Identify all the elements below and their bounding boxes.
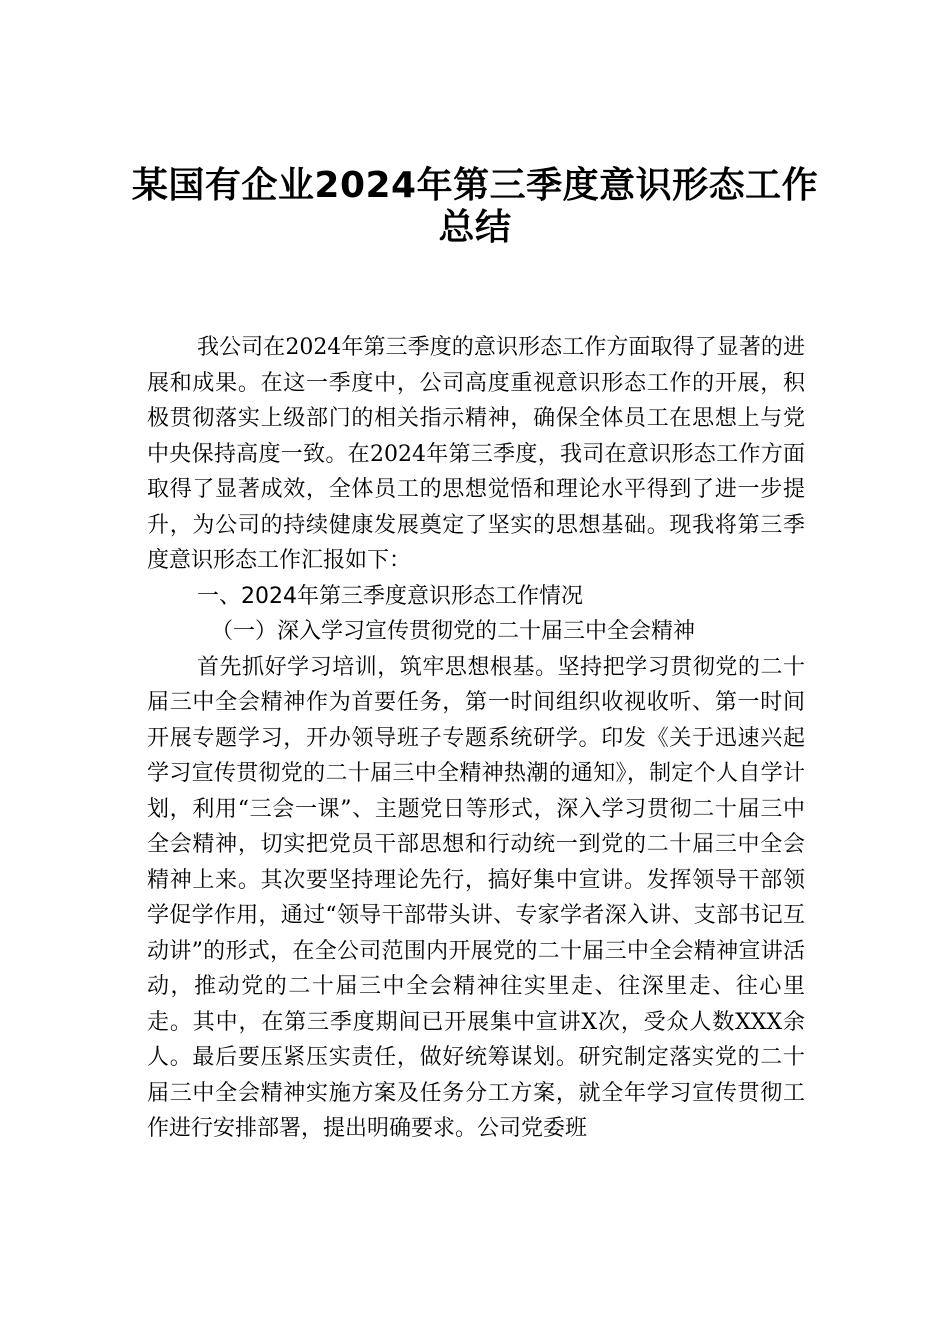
intro-paragraph: 我公司在2024年第三季度的意识形态工作方面取得了显著的进展和成果。在这一季度中，公司高度重视意识形态工作的开展，积极贯彻落实上级部门的相关指示精神，确保全体员工在思想上与党中央保持高度一致。在2024年第三季度，我司在意识形态工作方面取得了显著成效，全体员工的思想觉悟和理论水平得到了进一步提升，为公司的持续健康发展奠定了坚实的思想基础。现我将第三季度意识形态工作汇报如下： — [147, 335, 805, 573]
section-heading-1: 一、2024年第三季度意识形态工作情况 — [197, 583, 583, 609]
document-title-line-2: 总结 — [438, 207, 512, 248]
subsection-heading-1: （一）深入学习宣传贯彻党的二十届三中全会精神 — [211, 619, 696, 644]
document-body — [147, 330, 805, 1147]
subsection-paragraph-1: 首先抓好学习培训，筑牢思想根基。坚持把学习贯彻党的二十届三中全会精神作为首要任务，第一时间组织收视收听、第一时间开展专题学习，开办领导班子专题系统研学。印发《关于迅速兴起学习宣传贯彻党的二十届三中全精神热潮的通知》，制定个人自学计划，利用“三会一课”、主题党日等形式，深入学习贯彻二十届三中全会精神，切实把党员干部思想和行动统一到党的二十届三中全会精神上来。其次要坚持理论先行，搞好集中宣讲。发挥领导干部领学促学作用，通过“领导干部带头讲、专家学者深入讲、支部书记互动讲”的形式，在全公司范围内开展党的二十届三中全会精神宣讲活动，推动党的二十届三中全会精神往实里走、往深里走、往心里走。其中，在第三季度期间已开展集中宣讲X次，受众人数XXX余人。最后要压紧压实责任，做好统筹谋划。研究制定落实党的二十届三中全会精神实施方案及任务分工方案，就全年学习宣传贯彻工作进行安排部署，提出明确要求。公司党委班 — [147, 654, 805, 1141]
document-title-line-1: 某国有企业2024年第三季度意识形态工作 — [131, 165, 819, 206]
